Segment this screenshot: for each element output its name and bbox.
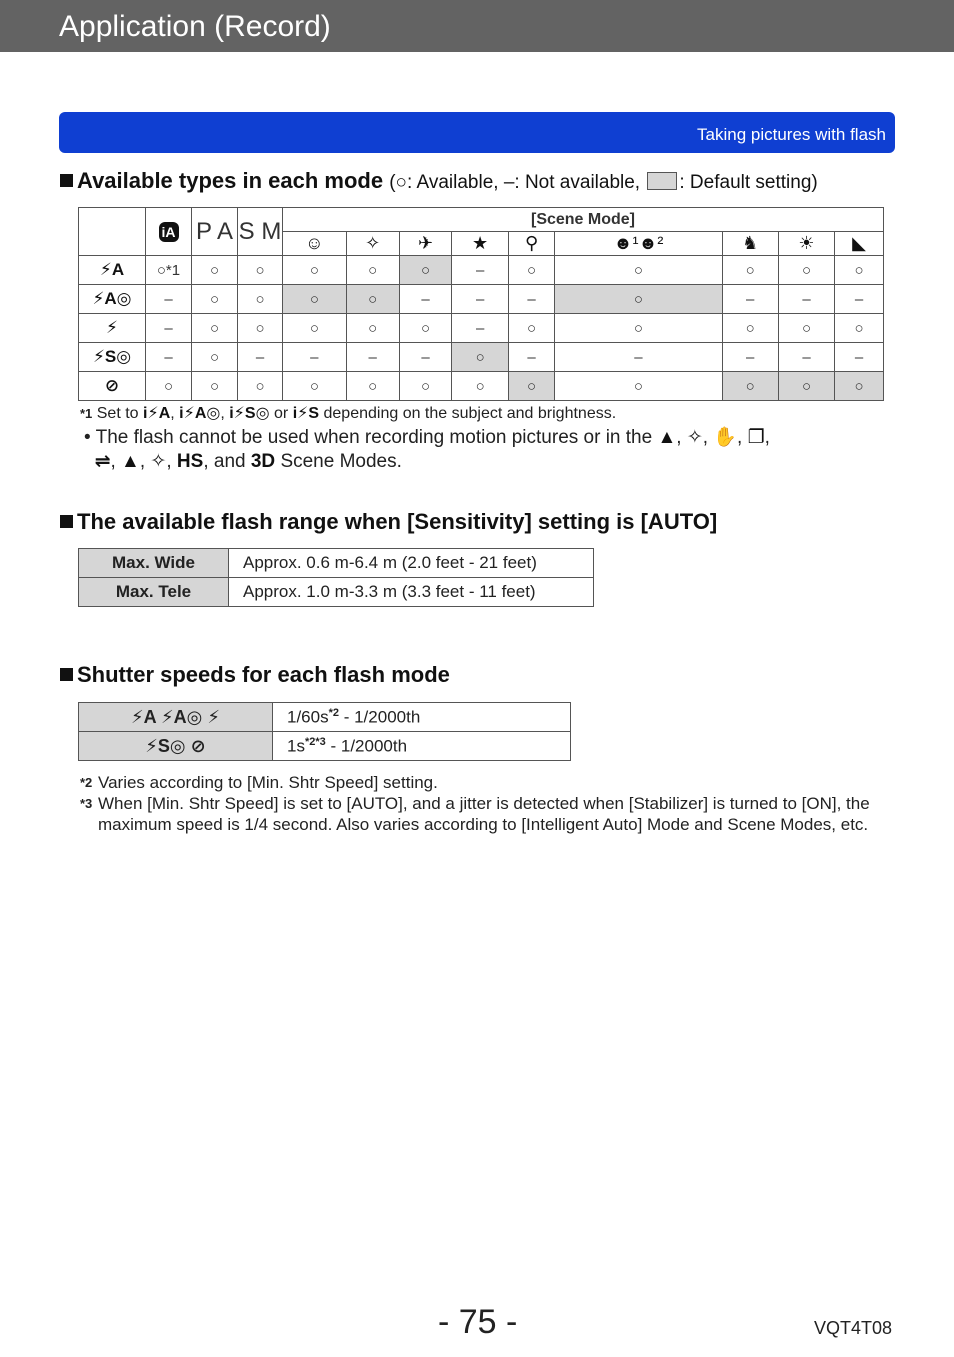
food-scene-icon: ⚲ bbox=[508, 232, 555, 256]
availability-cell: ○ bbox=[238, 314, 283, 343]
availability-cell: ○ bbox=[238, 256, 283, 285]
page-header bbox=[0, 0, 954, 52]
shutter-speed-value: $1s^{*2*3} - 1/2000th$ bbox=[273, 732, 571, 761]
portrait-scene-icon: ☺ bbox=[283, 232, 347, 256]
handheld-night-scene-icon: ✋ bbox=[713, 427, 738, 448]
slow-sync-red-eye-icon: ⚡S◎ bbox=[79, 343, 146, 372]
availability-cell: ○ bbox=[283, 372, 347, 401]
table-row bbox=[79, 372, 884, 401]
availability-cell: – bbox=[452, 285, 508, 314]
availability-cell: – bbox=[399, 285, 452, 314]
intelligent-auto-flash-icon: i⚡A bbox=[143, 405, 171, 422]
availability-cell: ○ bbox=[778, 256, 834, 285]
availability-cell: ○ bbox=[346, 372, 399, 401]
range-key: Max. Tele bbox=[79, 578, 229, 607]
sunset-scene-icon: ▲ bbox=[121, 451, 140, 472]
availability-cell: – bbox=[555, 343, 722, 372]
availability-cell: – bbox=[722, 343, 778, 372]
availability-cell: ○ bbox=[283, 285, 347, 314]
availability-cell: – bbox=[452, 314, 508, 343]
availability-cell: – bbox=[146, 285, 192, 314]
panorama-scene-icon: ⇌ bbox=[94, 451, 111, 472]
availability-cell: ○ bbox=[399, 256, 452, 285]
availability-cell: ○ bbox=[835, 314, 884, 343]
availability-cell: ○ bbox=[722, 372, 778, 401]
range-value: Approx. 1.0 m-3.3 m (3.3 feet - 11 feet) bbox=[229, 578, 594, 607]
availability-cell: ○ bbox=[555, 256, 722, 285]
availability-cell: – bbox=[778, 343, 834, 372]
bullet-square-icon bbox=[60, 174, 73, 187]
availability-cell: ○ bbox=[555, 285, 722, 314]
scenery-scene-icon: ▲ bbox=[657, 427, 677, 448]
range-value: Approx. 0.6 m-6.4 m (2.0 feet - 21 feet) bbox=[229, 549, 594, 578]
availability-cell: ○ bbox=[283, 314, 347, 343]
availability-cell: – bbox=[722, 285, 778, 314]
availability-cell: ○ bbox=[192, 285, 238, 314]
flash-range-table bbox=[78, 548, 594, 607]
availability-cell: ○ bbox=[452, 343, 508, 372]
availability-cell: – bbox=[835, 343, 884, 372]
document-code: VQT4T08 bbox=[814, 1318, 893, 1338]
heading-flash-range: The available flash range when [Sensitivity] setting is [AUTO] bbox=[60, 509, 717, 535]
intelligent-slow-sync-icon: i⚡S bbox=[292, 405, 320, 422]
ia-mode-icon: iA bbox=[159, 222, 179, 242]
table-row bbox=[79, 732, 571, 761]
availability-cell: ○ bbox=[835, 256, 884, 285]
availability-cell: ○ bbox=[555, 314, 722, 343]
availability-cell: ○ bbox=[555, 372, 722, 401]
high-speed-burst-icon: HS bbox=[176, 451, 204, 472]
pa-mode-header: P A bbox=[192, 208, 238, 256]
table-row bbox=[79, 549, 594, 578]
availability-cell: ○ bbox=[722, 314, 778, 343]
auto-flash-icon: ⚡A bbox=[79, 256, 146, 285]
availability-cell: ○ bbox=[508, 372, 555, 401]
availability-cell: – bbox=[778, 285, 834, 314]
availability-cell: – bbox=[346, 343, 399, 372]
pet-scene-icon: ♞ bbox=[722, 232, 778, 256]
table-row bbox=[79, 285, 884, 314]
table-row bbox=[79, 314, 884, 343]
availability-cell: ○ bbox=[346, 256, 399, 285]
forced-on-icon: ⚡ bbox=[79, 314, 146, 343]
legend-note: (○: Available, –: Not available, : Default setting) bbox=[389, 172, 818, 193]
availability-cell: – bbox=[452, 256, 508, 285]
table-row bbox=[79, 703, 571, 732]
default-setting-swatch bbox=[647, 172, 677, 190]
availability-cell: ○ bbox=[192, 372, 238, 401]
availability-cell: ○ bbox=[508, 314, 555, 343]
sm-mode-header: S M bbox=[238, 208, 283, 256]
intelligent-red-eye-icon: i⚡A◎ bbox=[179, 405, 221, 422]
forced-off-icon: ⊘ bbox=[79, 372, 146, 401]
footnote-2: *2 Varies according to [Min. Shtr Speed] setting. bbox=[80, 773, 438, 792]
heading-shutter-speeds: Shutter speeds for each flash mode bbox=[60, 662, 450, 688]
bullet-square-icon bbox=[60, 668, 73, 681]
scene-mode-header: [Scene Mode] bbox=[283, 208, 884, 232]
availability-cell: ○ bbox=[778, 314, 834, 343]
footnote-1: *1 Set to i⚡A, i⚡A◎, i⚡S◎ or i⚡S depending on the subject and brightness. bbox=[80, 405, 617, 422]
availability-cell: ○ bbox=[238, 372, 283, 401]
through-glass-scene-icon: ◣ bbox=[835, 232, 884, 256]
shutter-speed-value: $1/60s^{*2} - 1/2000th$ bbox=[273, 703, 571, 732]
mode-availability-table bbox=[78, 207, 884, 401]
availability-cell: ○ bbox=[399, 372, 452, 401]
availability-cell: – bbox=[238, 343, 283, 372]
section-label: Taking pictures with flash bbox=[697, 125, 886, 144]
table-row bbox=[79, 256, 884, 285]
availability-cell: ○ bbox=[346, 314, 399, 343]
availability-cell: ○ bbox=[192, 314, 238, 343]
availability-cell: – bbox=[835, 285, 884, 314]
availability-cell: ○ bbox=[146, 372, 192, 401]
footnote-3: *3 When [Min. Shtr Speed] is set to [AUTO], and a jitter is detected when [Stabilizer] is turned to [ON], the maximum speed is 1/4 second. Also varies according to [Intelligent Auto] Mode and Scene Modes, etc. bbox=[80, 794, 870, 834]
flash-mode-icons: ⚡A ⚡A◎ ⚡ bbox=[79, 703, 273, 732]
availability-cell: – bbox=[399, 343, 452, 372]
availability-cell: ○ bbox=[238, 285, 283, 314]
bullet-square-icon bbox=[60, 515, 73, 528]
availability-cell: ○ bbox=[283, 256, 347, 285]
baby-1-2-scene-icon: ☻¹☻² bbox=[555, 232, 722, 256]
availability-cell: – bbox=[146, 343, 192, 372]
3d-scene-icon: 3D bbox=[250, 451, 276, 472]
page-title: Application (Record) bbox=[59, 10, 331, 43]
availability-cell: – bbox=[508, 343, 555, 372]
availability-cell: ○ bbox=[722, 256, 778, 285]
starry-sky-scene-icon: ✧ bbox=[150, 451, 167, 472]
auto-red-eye-icon: ⚡A◎ bbox=[79, 285, 146, 314]
hdr-scene-icon: ❐ bbox=[747, 427, 765, 448]
availability-cell: ○ bbox=[508, 256, 555, 285]
availability-cell: ○ bbox=[399, 314, 452, 343]
flash-mode-icons: ⚡S◎ ⊘ bbox=[79, 732, 273, 761]
availability-cell: ○ bbox=[778, 372, 834, 401]
availability-cell: ○ bbox=[346, 285, 399, 314]
availability-cell: – bbox=[146, 314, 192, 343]
page-number: - 75 - bbox=[438, 1303, 518, 1341]
scenery-scene-icon: ✈ bbox=[399, 232, 452, 256]
availability-cell: – bbox=[283, 343, 347, 372]
ia-mode-header bbox=[146, 208, 192, 256]
corner-cell bbox=[79, 208, 146, 256]
availability-cell: ○*1 bbox=[146, 256, 192, 285]
night-scenery-scene-icon: ✧ bbox=[686, 427, 703, 448]
soft-skin-scene-icon: ✧ bbox=[346, 232, 399, 256]
availability-cell: ○ bbox=[452, 372, 508, 401]
shutter-speed-table bbox=[78, 702, 571, 761]
availability-cell: ○ bbox=[192, 343, 238, 372]
table-row bbox=[79, 578, 594, 607]
intelligent-slow-red-eye-icon: i⚡S◎ bbox=[229, 405, 270, 422]
sunset-scene-icon: ☀ bbox=[778, 232, 834, 256]
table-row bbox=[79, 343, 884, 372]
motion-picture-note: • The flash cannot be used when recording motion pictures or in the ▲, ✧, ✋, ❐, ⇌, ▲, ✧, HS, and 3D Scene Modes. bbox=[84, 427, 770, 472]
section-bar bbox=[59, 112, 895, 153]
availability-cell: ○ bbox=[192, 256, 238, 285]
availability-cell: – bbox=[508, 285, 555, 314]
night-portrait-scene-icon: ★ bbox=[452, 232, 508, 256]
availability-cell: ○ bbox=[835, 372, 884, 401]
range-key: Max. Wide bbox=[79, 549, 229, 578]
heading-available-types: Available types in each mode (○: Available, –: Not available, : Default setting) bbox=[60, 168, 818, 194]
